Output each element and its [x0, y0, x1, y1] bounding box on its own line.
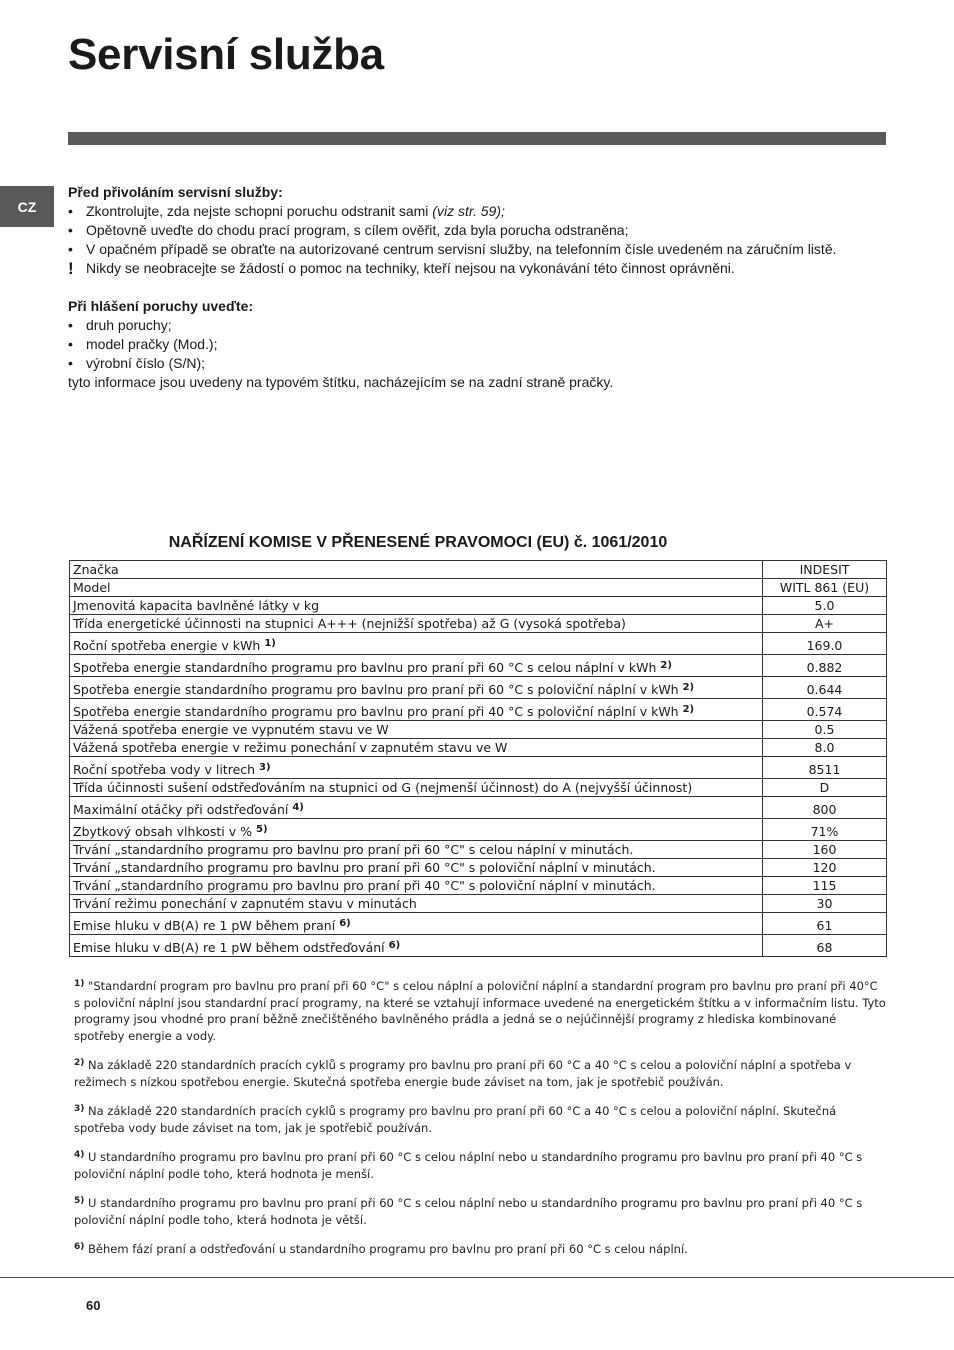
warning-item	[68, 259, 880, 278]
list-item	[68, 335, 880, 354]
warning-text: Nikdy se neobracejte se žádostí o pomoc na techniky, kteří nejsou na vykonávání této činnost oprávněni.	[86, 260, 735, 276]
footnote-ref: 4)	[292, 802, 304, 813]
page-title: Servisní služba	[68, 30, 384, 79]
footnote-number: 3)	[74, 1104, 85, 1114]
row-label: Spotřeba energie standardního programu pro bavlnu pro praní při 60 °C s poloviční náplní v kWh $^{2)}$	[70, 677, 763, 699]
report-note: tyto informace jsou uvedeny na typovém štítku, nacházejícím se na zadní straně pračky.	[68, 374, 614, 390]
table-row	[70, 655, 887, 677]
row-label: Maximální otáčky při odstřeďování $^{4)}$	[70, 797, 763, 819]
row-value: 5.0	[763, 597, 887, 615]
row-value: 30	[763, 895, 887, 913]
row-label: Vážená spotřeba energie ve vypnutém stavu ve W	[70, 721, 763, 739]
service-instructions	[68, 183, 880, 392]
footnote-text: U standardního programu pro bavlnu pro praní při 60 °C s celou náplní nebo u standardního programu pro bavlnu pro praní při 40 °C s poloviční náplní podle toho, která hodnota je větší.	[74, 1196, 863, 1227]
footnote	[74, 978, 886, 1044]
list-item-text: V opačném případě se obraťte na autorizované centrum servisní služby, na telefonním čísle uvedeném na záručním listě.	[86, 241, 837, 257]
footnote-text: Během fází praní a odstřeďování u standardního programu pro bavlnu pro praní při 60 °C s celou náplní.	[88, 1242, 688, 1256]
footnote-number: 5)	[74, 1196, 85, 1206]
footnote-ref: 1)	[264, 638, 276, 649]
table-row	[70, 633, 887, 655]
row-label: Model	[70, 579, 763, 597]
row-label: Trvání „standardního programu pro bavlnu pro praní při 40 °C" s poloviční náplní v minutách.	[70, 877, 763, 895]
row-label: Značka	[70, 561, 763, 579]
language-tab: CZ	[0, 186, 54, 227]
footnote	[74, 1057, 886, 1090]
list-item-text: Zkontrolujte, zda nejste schopni poruchu odstranit sami	[86, 203, 433, 219]
bullet-icon: •	[68, 203, 73, 219]
list-item	[68, 354, 880, 373]
bullet-icon: •	[68, 241, 73, 257]
table-row	[70, 935, 887, 957]
table-row	[70, 699, 887, 721]
row-label: Trvání režimu ponechání v zapnutém stavu v minutách	[70, 895, 763, 913]
table-row	[70, 895, 887, 913]
row-value: 0.644	[763, 677, 887, 699]
table-row	[70, 877, 887, 895]
footnote-text: Na základě 220 standardních pracích cyklů s programy pro bavlnu pro praní při 60 °C a 40 °C s celou a poloviční náplní a spotřeba v režimech s nízkou spotřebou energie. Skutečná spotřeba energie bude záviset na tom, jak je spotřebič používán.	[74, 1058, 852, 1089]
row-label: Trvání „standardního programu pro bavlnu pro praní při 60 °C" s celou náplní v minutách.	[70, 841, 763, 859]
row-label: Vážená spotřeba energie v režimu ponechání v zapnutém stavu ve W	[70, 739, 763, 757]
warning-icon: !	[68, 259, 74, 278]
bullet-icon: •	[68, 317, 73, 333]
row-value: 61	[763, 913, 887, 935]
footnote-number: 1)	[74, 979, 85, 989]
table-row	[70, 677, 887, 699]
list-item	[68, 202, 880, 221]
footnote-ref: 2)	[660, 660, 672, 671]
table-row	[70, 597, 887, 615]
table-row	[70, 859, 887, 877]
table-row	[70, 561, 887, 579]
bullet-icon: •	[68, 355, 73, 371]
row-value: 0.574	[763, 699, 887, 721]
report-heading: Při hlášení poruchy uveďte:	[68, 298, 254, 314]
row-label: Emise hluku v dB(A) re 1 pW během praní $^{6)}$	[70, 913, 763, 935]
list-item-text: model pračky (Mod.);	[86, 336, 218, 352]
row-value: WITL 861 (EU)	[763, 579, 887, 597]
footnote	[74, 1241, 886, 1258]
row-value: 115	[763, 877, 887, 895]
list-item	[68, 221, 880, 240]
footnote-text: U standardního programu pro bavlnu pro praní při 60 °C s celou náplní nebo u standardního programu pro bavlnu pro praní při 40 °C s poloviční náplní podle toho, která hodnota je menší.	[74, 1150, 863, 1181]
row-value: 160	[763, 841, 887, 859]
list-item	[68, 240, 880, 259]
row-label: Zbytkový obsah vlhkosti v % $^{5)}$	[70, 819, 763, 841]
product-fiche-table	[69, 560, 887, 957]
row-value: 169.0	[763, 633, 887, 655]
table-row	[70, 913, 887, 935]
row-value: 71%	[763, 819, 887, 841]
footnote	[74, 1195, 886, 1228]
list-item-text: druh poruchy;	[86, 317, 172, 333]
row-label: Trvání „standardního programu pro bavlnu pro praní při 60 °C" s poloviční náplní v minutách.	[70, 859, 763, 877]
row-value: 800	[763, 797, 887, 819]
table-row	[70, 819, 887, 841]
footnote-ref: 6)	[388, 940, 401, 951]
list-item-text: Opětovně uveďte do chodu prací program, s cílem ověřit, zda byla porucha odstraněna;	[86, 222, 629, 238]
row-label: Spotřeba energie standardního programu pro bavlnu pro praní při 40 °C s poloviční náplní v kWh $^{2)}$	[70, 699, 763, 721]
row-label: Třída energetické účinnosti na stupnici A+++ (nejnižší spotřeba) až G (vysoká spotřeba)	[70, 615, 763, 633]
list-item-text: výrobní číslo (S/N);	[86, 355, 206, 371]
footnote-ref: 2)	[682, 704, 695, 715]
footnote-ref: 2)	[682, 682, 695, 693]
footnote-number: 6)	[74, 1242, 85, 1252]
table-row	[70, 721, 887, 739]
footnote-number: 4)	[74, 1150, 85, 1160]
footnotes	[74, 978, 886, 1271]
row-value: D	[763, 779, 887, 797]
list-item	[68, 316, 880, 335]
regulation-title: NAŘÍZENÍ KOMISE V PŘENESENÉ PRAVOMOCI (EU) č. 1061/2010	[168, 534, 668, 551]
row-label: Roční spotřeba vody v litrech $^{3)}$	[70, 757, 763, 779]
table-row	[70, 739, 887, 757]
header-divider	[68, 132, 886, 145]
row-label: Spotřeba energie standardního programu pro bavlnu pro praní při 60 °C s celou náplní v kWh $^{2)}$	[70, 655, 763, 677]
row-label: Třída účinnosti sušení odstřeďováním na stupnici od G (nejmenší účinnost) do A (nejvyšší účinnost)	[70, 779, 763, 797]
bullet-icon: •	[68, 222, 73, 238]
row-value: 8511	[763, 757, 887, 779]
table-row	[70, 579, 887, 597]
footnote-text: "Standardní program pro bavlnu pro praní při 60 °C" s celou náplní a poloviční náplní a standardní program pro bavlnu pro praní při 40°C s poloviční náplní jsou standardní prací programy, na které se vztahují informace uvedené na energetickém štítku a v informačním listu. Tyto programy jsou vhodné pro praní běžně znečištěného bavlněného prádla a jedná se o nejúčinnější programy z hlediska kombinované spotřeby energie a vody.	[74, 979, 886, 1043]
footer-divider	[0, 1277, 954, 1278]
row-value: 8.0	[763, 739, 887, 757]
before-call-heading: Před přivoláním servisní služby:	[68, 184, 283, 200]
row-label: Jmenovitá kapacita bavlněné látky v kg	[70, 597, 763, 615]
footnote	[74, 1149, 886, 1182]
page-reference: (viz str. 59);	[432, 203, 505, 219]
footnote-ref: 6)	[339, 918, 351, 929]
report-list	[68, 316, 880, 373]
table-row	[70, 757, 887, 779]
row-label: Roční spotřeba energie v kWh $^{1)}$	[70, 633, 763, 655]
footnote-text: Na základě 220 standardních pracích cyklů s programy pro bavlnu pro praní při 60 °C a 40 °C s celou a poloviční náplní. Skutečná spotřeba vody bude záviset na tom, jak je spotřebič používán.	[74, 1104, 837, 1135]
table-row	[70, 779, 887, 797]
row-label: Emise hluku v dB(A) re 1 pW během odstřeďování $^{6)}$	[70, 935, 763, 957]
table-row	[70, 615, 887, 633]
table-row	[70, 841, 887, 859]
row-value: A+	[763, 615, 887, 633]
row-value: 68	[763, 935, 887, 957]
bullet-icon: •	[68, 336, 73, 352]
footnote-number: 2)	[74, 1058, 85, 1068]
row-value: 0.882	[763, 655, 887, 677]
footnote	[74, 1103, 886, 1136]
row-value: INDESIT	[763, 561, 887, 579]
before-call-list	[68, 202, 880, 278]
row-value: 0.5	[763, 721, 887, 739]
table-row	[70, 797, 887, 819]
footnote-ref: 5)	[255, 824, 268, 835]
page-number: 60	[86, 1298, 101, 1313]
row-value: 120	[763, 859, 887, 877]
footnote-ref: 3)	[259, 762, 271, 773]
